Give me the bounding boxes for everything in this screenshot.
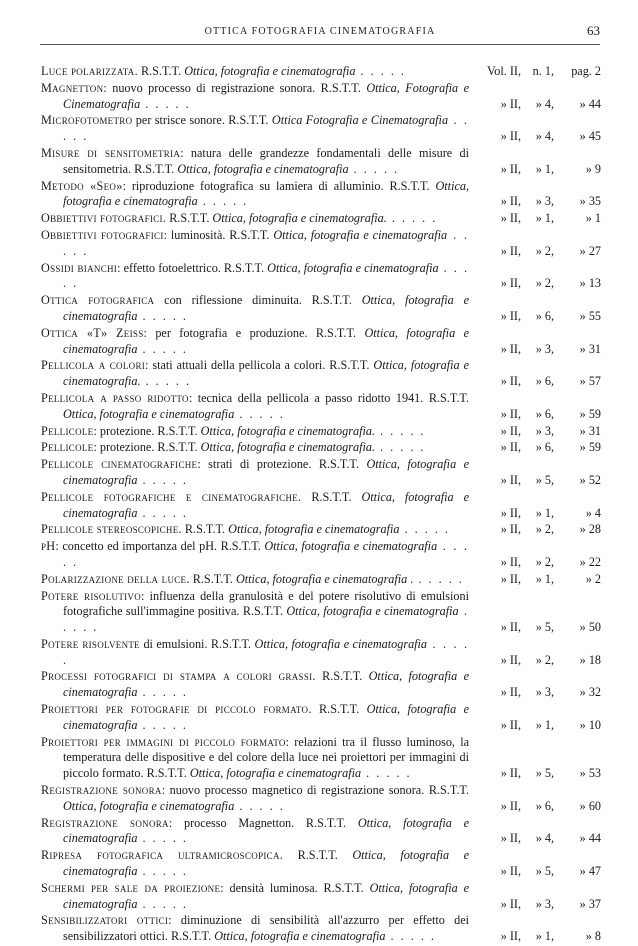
entry-reference	[469, 244, 601, 260]
entry-description: R.S.T.T.	[189, 571, 233, 586]
running-title: OTTICA FOTOGRAFIA CINEMATOGRAFIA	[204, 26, 436, 37]
entry-text	[41, 881, 469, 913]
entry-description: : natura delle grandezze fondamentali delle misure di sensitometria. R.S.T.T.	[63, 145, 469, 176]
leader-dots: . . . . .	[63, 539, 469, 569]
entry-keyword: Polarizzazione della luce.	[41, 571, 190, 586]
volume-ref: » II,	[500, 798, 521, 813]
entry-reference	[469, 342, 601, 358]
index-entry	[41, 424, 601, 440]
entry-text	[41, 113, 469, 145]
page-ref: » 53	[579, 766, 601, 781]
page-ref: » 47	[579, 864, 601, 879]
entry-description: : processo Magnetton. R.S.T.T.	[168, 815, 347, 830]
leader-dots: . . . . .	[375, 440, 426, 455]
issue-ref: » 6,	[535, 406, 554, 421]
entry-reference	[469, 473, 601, 489]
issue-ref: » 4,	[535, 129, 554, 144]
entry-text	[41, 179, 469, 211]
entry-reference	[469, 440, 601, 456]
issue-ref: » 6,	[535, 374, 554, 389]
entry-keyword: Pellicole fotografiche e cinematografiche.	[41, 489, 302, 504]
volume-ref: Vol. II,	[487, 64, 521, 78]
entry-text	[41, 440, 469, 456]
leader-dots: . . . . .	[63, 227, 469, 258]
volume-ref: » II,	[500, 522, 521, 537]
entry-description: per strisce sonore. R.S.T.T.	[132, 113, 269, 128]
entry-reference	[469, 522, 601, 538]
entry-reference	[469, 97, 601, 113]
entry-text	[41, 783, 469, 815]
entry-reference	[469, 555, 601, 571]
leader-dots: . . . . .	[385, 929, 436, 944]
index-entry	[41, 848, 601, 880]
leader-dots: . . . . .	[63, 636, 469, 667]
leader-dots: . . . . .	[63, 260, 469, 291]
entry-journal-title: Ottica, fotografia e cinematografia	[186, 766, 362, 781]
entry-keyword: Registrazione sonora	[41, 783, 162, 798]
entry-keyword: Potere risolvente	[41, 636, 140, 651]
volume-ref: » II,	[500, 129, 521, 144]
issue-ref: » 3,	[535, 341, 554, 356]
entry-keyword: Obbiettivi fotografici.	[41, 211, 167, 226]
volume-ref: » II,	[500, 96, 521, 111]
page-ref: » 8	[585, 929, 601, 944]
entry-journal-title: Ottica, fotografia e cinematografia	[63, 406, 235, 421]
entry-keyword: Proiettori per immagini di piccolo formato	[41, 734, 286, 749]
leader-dots: . . . . .	[140, 96, 191, 111]
issue-ref: » 5,	[535, 766, 554, 781]
volume-ref: » II,	[500, 896, 521, 911]
entry-journal-title: Ottica, fotografia e cinematografia	[63, 293, 469, 323]
entry-description: : luminosità. R.S.T.T.	[163, 227, 270, 242]
entry-description: : influenza della granulosità e del potere risolutivo di emulsioni fotografiche sull'immagine positiva. R.S.T.T.	[63, 588, 469, 619]
leader-dots: . . . . .	[137, 831, 188, 846]
entry-keyword: Pellicola a passo ridotto	[41, 390, 189, 405]
issue-ref: » 4,	[535, 831, 554, 846]
entry-keyword: Pellicole cinematografiche	[41, 457, 198, 472]
leader-dots: . . . . .	[63, 604, 470, 635]
index-entry	[41, 572, 601, 588]
entry-description: : concetto ed importanza del pH. R.S.T.T.	[55, 539, 261, 554]
entry-text	[41, 228, 469, 260]
entry-reference	[469, 572, 601, 588]
entry-journal-title: Ottica Fotografia e Cinematografia	[268, 113, 449, 128]
entry-text	[41, 261, 469, 293]
entry-journal-title: Ottica, fotografia e cinematografia	[63, 702, 469, 732]
volume-ref: » II,	[500, 864, 521, 879]
page-ref: » 31	[579, 423, 601, 438]
index-entry	[41, 735, 601, 782]
entry-journal-title: Ottica, fotografia e cinematografia	[174, 161, 349, 176]
page-ref: » 59	[579, 440, 601, 455]
entry-keyword: Schermi per sale da proiezione	[41, 880, 221, 895]
index-entry	[41, 490, 601, 522]
index-entry	[41, 113, 601, 145]
entry-description: : diminuzione di sensibilità all'azzurro per effetto dei sensibilizzatori ottici. R.S.T.T.	[63, 913, 469, 944]
page-ref: » 13	[579, 276, 601, 291]
issue-ref: » 1,	[535, 211, 554, 226]
issue-ref: » 3,	[535, 194, 554, 209]
leader-dots: . . . . .	[140, 374, 191, 389]
entry-journal-title: Ottica, fotografia e cinematografia	[63, 489, 469, 520]
volume-ref: » II,	[500, 308, 521, 323]
index-entry	[41, 228, 601, 260]
entry-journal-title: Ottica, fotografia e cinematografia	[63, 325, 469, 356]
entry-reference	[469, 864, 601, 880]
entry-journal-title: Ottica, fotografia e cinematografia	[260, 539, 438, 554]
page-ref: » 18	[579, 652, 601, 667]
leader-dots: . . . . .	[137, 685, 188, 700]
entry-keyword: Sensibilizzatori ottici	[41, 913, 169, 928]
issue-ref: » 2,	[535, 276, 554, 291]
entry-text	[41, 913, 469, 945]
issue-ref: » 4,	[535, 96, 554, 111]
volume-ref: » II,	[500, 276, 521, 291]
page-ref: » 52	[579, 472, 601, 487]
entry-keyword: pH	[41, 539, 56, 554]
page-ref: » 60	[579, 798, 601, 813]
entry-reference	[469, 276, 601, 292]
entry-reference	[469, 620, 601, 636]
entry-reference	[469, 194, 601, 210]
page-ref: » 4	[585, 505, 601, 520]
entry-journal-title: Ottica, fotografia e cinematografia .	[232, 571, 414, 586]
issue-ref: » 6,	[535, 308, 554, 323]
entry-description: : tecnica della pellicola a passo ridotto 1941. R.S.T.T.	[188, 390, 469, 405]
index-entry	[41, 637, 601, 669]
entry-keyword: Metodo «Seo»	[41, 178, 123, 193]
index-entries	[41, 64, 601, 946]
issue-ref: » 1,	[535, 161, 554, 176]
issue-ref: n. 1,	[532, 64, 554, 78]
volume-ref: » II,	[500, 161, 521, 176]
index-entry	[41, 783, 601, 815]
leader-dots: . . . . .	[137, 505, 188, 520]
entry-reference	[469, 309, 601, 325]
entry-description: con riflessione diminuita. R.S.T.T.	[154, 293, 352, 308]
entry-reference	[469, 766, 601, 782]
entry-description: : nuovo processo di registrazione sonora. R.S.T.T.	[103, 80, 361, 95]
page-ref: » 44	[579, 96, 601, 111]
entry-description: R.S.T.T.	[166, 211, 210, 226]
leader-dots: . . . . .	[234, 406, 285, 421]
entry-description: : effetto fotoelettrico. R.S.T.T.	[117, 260, 265, 275]
leader-dots: . . . . .	[137, 896, 188, 911]
leader-dots: . . . . .	[399, 522, 450, 537]
entry-text	[41, 848, 469, 880]
entry-journal-title: Ottica, fotografia e cinematografia.	[209, 211, 387, 226]
entry-description: : per fotografia e produzione. R.S.T.T.	[143, 325, 357, 340]
volume-ref: » II,	[500, 472, 521, 487]
entry-journal-title: Ottica, fotografia e cinematografia	[63, 457, 470, 487]
volume-ref: » II,	[500, 766, 521, 781]
entry-journal-title: Ottica, fotografia e cinematografia.	[197, 423, 375, 438]
entry-reference	[469, 162, 601, 178]
entry-reference	[469, 718, 601, 734]
volume-ref: » II,	[500, 194, 521, 209]
index-entry	[41, 64, 601, 80]
leader-dots: . . . . .	[348, 161, 400, 176]
entry-journal-title: Ottica, fotografia e cinematografia	[181, 64, 356, 78]
issue-ref: » 2,	[535, 243, 554, 258]
page-ref: » 55	[579, 308, 601, 323]
entry-journal-title: Ottica, Fotografia e Cinematografia	[63, 80, 469, 111]
volume-ref: » II,	[500, 211, 521, 226]
entry-keyword: Registrazione sonora	[41, 815, 169, 830]
entry-text	[41, 391, 469, 423]
entry-text	[41, 326, 469, 358]
entry-text	[41, 522, 469, 538]
entry-text	[41, 293, 469, 325]
entry-keyword: Ossidi bianchi	[41, 260, 118, 275]
page-ref: » 1	[585, 211, 601, 226]
issue-ref: » 6,	[535, 440, 554, 455]
leader-dots: . . . . .	[197, 194, 249, 209]
entry-journal-title: Ottica, fotografia e cinematografia.	[63, 358, 469, 389]
index-entry	[41, 293, 601, 325]
entry-journal-title: Ottica, fotografia e cinematografia	[63, 798, 235, 813]
entry-reference	[469, 64, 601, 80]
entry-keyword: Misure di sensitometria	[41, 145, 181, 160]
leader-dots: . . . . .	[413, 571, 464, 586]
issue-ref: » 2,	[535, 522, 554, 537]
index-entry	[41, 913, 601, 945]
entry-reference	[469, 799, 601, 815]
leader-dots: . . . . .	[137, 308, 188, 323]
volume-ref: » II,	[500, 243, 521, 258]
index-entry	[41, 211, 601, 227]
page-ref: » 35	[579, 194, 601, 209]
page-ref: » 59	[579, 406, 601, 421]
leader-dots: . . . . .	[137, 864, 188, 879]
issue-ref: » 5,	[535, 864, 554, 879]
entry-keyword: Processi fotografici di stampa a colori grassi.	[41, 669, 316, 684]
index-entry	[41, 702, 601, 734]
entry-journal-title: Ottica, fotografia e cinematografia	[283, 604, 459, 619]
entry-reference	[469, 506, 601, 522]
page-ref: » 37	[579, 896, 601, 911]
entry-keyword: Ottica fotografica	[41, 293, 155, 308]
entry-reference	[469, 929, 601, 945]
entry-text	[41, 490, 469, 522]
page-ref: » 9	[585, 161, 601, 176]
issue-ref: » 2,	[535, 554, 554, 569]
entry-text	[41, 64, 469, 80]
entry-journal-title: Ottica, fotografia e cinematografia	[63, 178, 470, 209]
page-ref: » 32	[579, 685, 601, 700]
index-entry	[41, 816, 601, 848]
entry-keyword: Pellicole stereoscopiche.	[41, 522, 182, 537]
entry-keyword: Potere risolutivo	[41, 588, 142, 603]
issue-ref: » 3,	[535, 423, 554, 438]
entry-keyword: Pellicole	[41, 423, 94, 438]
index-entry	[41, 326, 601, 358]
entry-text	[41, 572, 469, 588]
entry-journal-title: Ottica, fotografia e cinematografia	[264, 260, 439, 275]
entry-reference	[469, 211, 601, 227]
index-entry	[41, 179, 601, 211]
volume-ref: » II,	[500, 341, 521, 356]
index-entry	[41, 522, 601, 538]
entry-description: : riproduzione fotografica su lamiera di alluminio. R.S.T.T.	[122, 178, 430, 193]
issue-ref: » 1,	[535, 717, 554, 732]
entry-journal-title: Ottica, fotografia e cinematografia	[63, 880, 469, 911]
entry-text	[41, 816, 469, 848]
entry-reference	[469, 129, 601, 145]
entry-description: R.S.T.T.	[311, 702, 360, 717]
entry-keyword: Ripresa fotografica ultramicroscopica.	[41, 848, 284, 863]
volume-ref: » II,	[500, 685, 521, 700]
volume-ref: » II,	[500, 374, 521, 389]
entry-description: : protezione. R.S.T.T.	[93, 423, 198, 438]
page-header	[40, 22, 600, 42]
leader-dots: . . . . .	[361, 766, 412, 781]
page-ref: » 57	[579, 374, 601, 389]
index-entry	[41, 881, 601, 913]
leader-dots: . . . . .	[63, 113, 469, 144]
page-ref: pag. 2	[571, 64, 601, 78]
issue-ref: » 5,	[535, 472, 554, 487]
entry-description: : nuovo processo magnetico di registrazione sonora. R.S.T.T.	[161, 783, 469, 798]
index-entry	[41, 589, 601, 636]
entry-description: R.S.T.T.	[283, 848, 338, 863]
entry-text	[41, 539, 469, 571]
entry-journal-title: Ottica, fotografia e cinematografia	[63, 669, 469, 700]
leader-dots: . . . . .	[137, 717, 188, 732]
issue-ref: » 6,	[535, 798, 554, 813]
issue-ref: » 5,	[535, 620, 554, 635]
index-entry	[41, 539, 601, 571]
entry-keyword: Proiettori per fotografie di piccolo formato.	[41, 702, 312, 717]
leader-dots: . . . . .	[375, 423, 426, 438]
page-ref: » 22	[579, 554, 601, 569]
leader-dots: . . . . .	[137, 341, 188, 356]
index-entry	[41, 146, 601, 178]
volume-ref: » II,	[500, 554, 521, 569]
entry-journal-title: Ottica, fotografia e cinematografia	[63, 815, 469, 846]
entry-description: : relazioni tra il flusso luminoso, la temperatura delle dispositive e del colore della luce nei proiettori per immagini di piccolo formato. R.S.T.T.	[63, 734, 469, 781]
issue-ref: » 3,	[535, 896, 554, 911]
entry-description: : strati di protezione. R.S.T.T.	[197, 457, 360, 472]
entry-reference	[469, 897, 601, 913]
entry-reference	[469, 831, 601, 847]
entry-keyword: Pellicole	[41, 440, 94, 455]
entry-text	[41, 146, 469, 178]
issue-ref: » 3,	[535, 685, 554, 700]
page-ref: » 27	[579, 243, 601, 258]
volume-ref: » II,	[500, 717, 521, 732]
leader-dots: . . . . .	[386, 211, 438, 226]
entry-text	[41, 702, 469, 734]
page-ref: » 28	[579, 522, 601, 537]
entry-text	[41, 637, 469, 669]
volume-ref: » II,	[500, 423, 521, 438]
entry-description: R.S.T.T.	[301, 489, 352, 504]
entry-keyword: Obbiettivi fotografici	[41, 227, 164, 242]
issue-ref: » 1,	[535, 505, 554, 520]
entry-text	[41, 424, 469, 440]
entry-reference	[469, 374, 601, 390]
volume-ref: » II,	[500, 929, 521, 944]
entry-description: R.S.T.T.	[315, 669, 363, 684]
entry-text	[41, 589, 469, 636]
entry-journal-title: Ottica, fotografia e cinematografia	[211, 929, 386, 944]
entry-text	[41, 669, 469, 701]
page-ref: » 10	[579, 717, 601, 732]
volume-ref: » II,	[500, 505, 521, 520]
volume-ref: » II,	[500, 652, 521, 667]
entry-text	[41, 211, 469, 227]
entry-journal-title: Ottica, fotografia e cinematografia	[63, 848, 469, 879]
entry-keyword: Magnetton	[41, 80, 104, 95]
entry-text	[41, 81, 469, 113]
header-rule	[40, 44, 600, 45]
index-entry	[41, 261, 601, 293]
page-ref: » 31	[579, 341, 601, 356]
entry-description: : stati attuali della pellicola a colori. R.S.T.T.	[145, 358, 370, 373]
entry-reference	[469, 407, 601, 423]
leader-dots: . . . . .	[234, 798, 285, 813]
entry-keyword: Pellicola a colori	[41, 358, 146, 373]
index-entry	[41, 457, 601, 489]
index-entry	[41, 440, 601, 456]
entry-keyword: Luce polarizzata.	[41, 64, 138, 78]
volume-ref: » II,	[500, 440, 521, 455]
leader-dots: . . . . .	[137, 472, 188, 487]
entry-keyword: Ottica «T» Zeiss	[41, 325, 144, 340]
volume-ref: » II,	[500, 406, 521, 421]
index-entry	[41, 391, 601, 423]
entry-journal-title: Ottica, fotografia e cinematografia	[269, 227, 448, 242]
issue-ref: » 1,	[535, 571, 554, 586]
entry-text	[41, 457, 469, 489]
entry-text	[41, 358, 469, 390]
index-entry	[41, 81, 601, 113]
entry-text	[41, 735, 469, 782]
index-entry	[41, 669, 601, 701]
entry-journal-title: Ottica, fotografia e cinematografia	[251, 636, 428, 651]
entry-journal-title: Ottica, fotografia e cinematografia.	[197, 440, 375, 455]
page-ref: » 2	[585, 571, 601, 586]
page-ref: » 50	[579, 620, 601, 635]
entry-description: R.S.T.T.	[181, 522, 226, 537]
entry-description: : densità luminosa. R.S.T.T.	[220, 880, 364, 895]
volume-ref: » II,	[500, 571, 521, 586]
volume-ref: » II,	[500, 831, 521, 846]
entry-description: : protezione. R.S.T.T.	[93, 440, 198, 455]
page-number: 63	[587, 23, 600, 38]
entry-reference	[469, 653, 601, 669]
entry-journal-title: Ottica, fotografia e cinematografia	[225, 522, 400, 537]
entry-reference	[469, 424, 601, 440]
index-entry	[41, 358, 601, 390]
volume-ref: » II,	[500, 620, 521, 635]
page-ref: » 45	[579, 129, 601, 144]
entry-description: di emulsioni. R.S.T.T.	[140, 636, 252, 651]
issue-ref: » 2,	[535, 652, 554, 667]
page-ref: » 44	[579, 831, 601, 846]
issue-ref: » 1,	[535, 929, 554, 944]
entry-keyword: Microfotometro	[41, 113, 133, 128]
leader-dots: . . . . .	[355, 64, 406, 78]
entry-description: R.S.T.T.	[137, 64, 182, 78]
entry-reference	[469, 685, 601, 701]
